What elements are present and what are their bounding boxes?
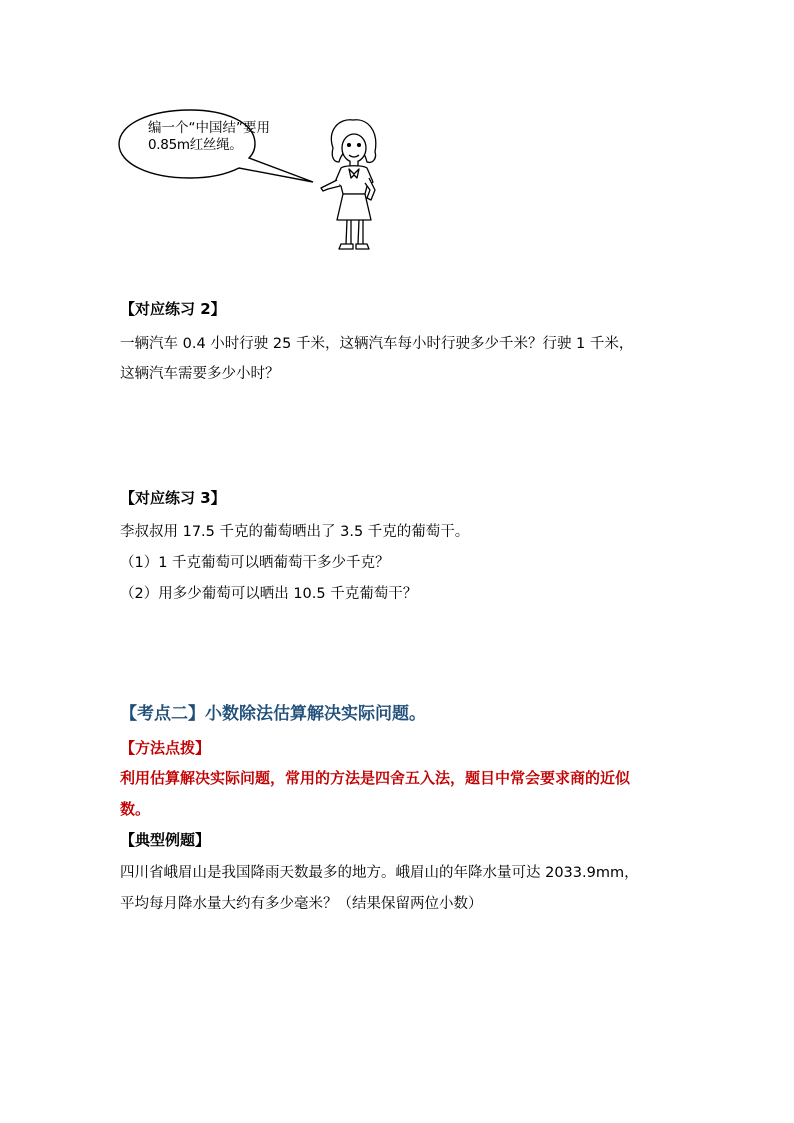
practice-2-line-1: 一辆汽车 0.4 小时行驶 25 千米，这辆汽车每小时行驶多少千米？行驶 1 千米， (120, 336, 634, 352)
example-heading: 【典型例题】 (120, 831, 211, 849)
practice-2-line-2: 这辆汽车需要多少小时？ (120, 366, 280, 382)
practice-3-line-1: 李叔叔用 17.5 千克的葡萄晒出了 3.5 千克的葡萄干。 (120, 524, 470, 540)
practice-3-question-1: （1）1 千克葡萄可以晒葡萄干多少千克？ (120, 555, 390, 571)
example-line-1: 四川省峨眉山是我国降雨天数最多的地方。峨眉山的年降水量可达 2033.9mm， (120, 865, 639, 881)
practice-2-heading: 【对应练习 2】 (120, 300, 226, 318)
practice-3-heading: 【对应练习 3】 (120, 489, 226, 507)
method-tips-line-2: 数。 (120, 800, 151, 818)
method-tips-line-1: 利用估算解决实际问题，常用的方法是四舍五入法，题目中常会要求商的近似 (120, 769, 631, 787)
practice-3-question-2: （2）用多少葡萄可以晒出 10.5 千克葡萄干？ (120, 586, 418, 602)
speech-bubble-line-2: 0.85m红丝绳。 (148, 137, 243, 153)
section-2-heading: 【考点二】小数除法估算解决实际问题。 (120, 704, 426, 724)
girl-with-speech-bubble (115, 108, 395, 268)
speech-bubble-line-1: 编一个“中国结”要用 (148, 120, 270, 136)
girl-figure (321, 120, 376, 249)
method-tips-heading: 【方法点拨】 (120, 739, 211, 757)
example-line-2: 平均每月降水量大约有多少毫米？（结果保留两位小数） (120, 896, 483, 912)
